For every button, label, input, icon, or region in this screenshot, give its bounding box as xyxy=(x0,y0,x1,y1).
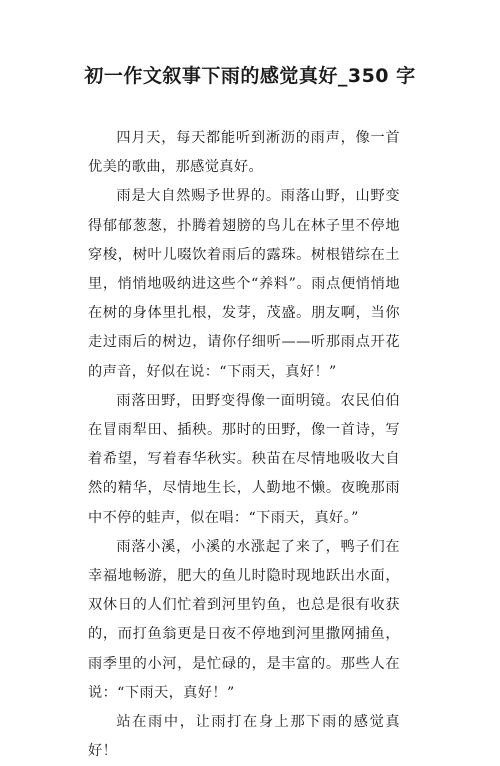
paragraph-4: 雨落小溪，小溪的水涨起了来了，鸭子们在幸福地畅游，肥大的鱼儿时隐时现地跃出水面，双休日的人们忙着到河里钓鱼，也总是很有收获的，而打鱼翁更是日夜不停地到河里撒网捕鱼，雨季里的小河，是忙碌的，是丰富的。那些人在说：“下雨天，真好！” xyxy=(88,538,400,701)
paragraph-1: 四月天，每天都能听到淅沥的雨声，像一首优美的歌曲，那感觉真好。 xyxy=(88,130,400,176)
article-body xyxy=(88,124,400,766)
document-title: 初一作文叙事下雨的感觉真好_350 字 xyxy=(84,65,416,87)
paragraph-2: 雨是大自然赐予世界的。雨落山野，山野变得郁郁葱葱，扑腾着翅膀的鸟儿在林子里不停地穿梭，树叶儿啜饮着雨后的露珠。树根错综在土里，悄悄地吸纳进这些个“养料”。雨点便悄悄地在树的身体里扎根，发芽，茂盛。朋友啊，当你走过雨后的树边，请你仔细听——听那雨点开花的声音，好似在说：“下雨天，真好！” xyxy=(88,188,400,380)
paragraph-5: 站在雨中，让雨打在身上那下雨的感觉真好！ xyxy=(88,714,400,760)
paragraph-3: 雨落田野，田野变得像一面明镜。农民伯伯在冒雨犁田、插秧。那时的田野，像一首诗，写着希望，写着春华秋实。秧苗在尽情地吸收大自然的精华，尽情地生长，人勤地不懒。夜晚那雨中不停的蛙声，似在唱：“下雨天，真好。” xyxy=(88,392,400,526)
